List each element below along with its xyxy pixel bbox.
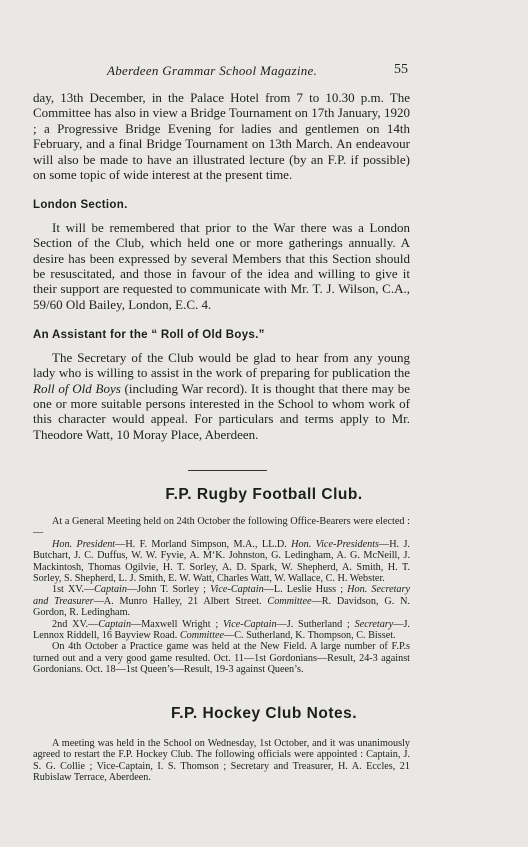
second-xv-secretary: —J. Lennox Riddell, 16 Bayview Road. [33, 618, 410, 642]
assistant-heading: An Assistant for the “ Roll of Old Boys.” [33, 329, 265, 342]
first-xv-committee-label: Committee [267, 595, 312, 607]
section-divider [188, 470, 267, 471]
running-header [0, 63, 528, 81]
first-xv-secretary: —A. Munro Halley, 21 Albert Street. [93, 595, 268, 607]
hockey-club-notes [33, 738, 410, 784]
club-notes-column [33, 90, 410, 442]
first-xv-label: 1st XV.— [52, 584, 95, 596]
first-xv-secretary-label: Hon. Secretary and Treasurer [33, 584, 411, 607]
hockey-meeting-paragraph: A meeting was held in the School on Wednesday, 1st October, and it was unanimously agreed to restart the F.P. Hockey Club. The following officials were appointed : Captain, J. S. G. Collie ; Vice-Captain, I. S. Thomson ; Secretary and Treasurer, H. A. Eccles, 21 Rubislaw Terrace, Aberdeen. [33, 738, 410, 784]
first-xv-vice: —L. Leslie Huss ; [263, 584, 348, 596]
second-xv-captain: —Maxwell Wright ; [131, 618, 223, 630]
first-xv-committee: —R. Davidson, G. N. Gordon, R. Ledingham. [33, 595, 411, 619]
second-xv-committee: —C. Sutherland, K. Thompson, C. Bisset. [224, 630, 396, 642]
rugby-club-heading: F.P. Rugby Football Club. [165, 486, 363, 503]
hockey-club-heading: F.P. Hockey Club Notes. [170, 705, 358, 722]
rugby-meeting-paragraph: At a General Meeting held on 24th October the following Office-Bearers were elected :— [33, 516, 410, 539]
first-xv-paragraph [33, 584, 410, 618]
assistant-text-b: (including War record). It is thought that there may be one or more suitable persons interested in the School to whom work of this character would appeal. For particulars and terms apply to Mr. Theodore Watt, 10 Moray Place, Aberdeen. [33, 380, 410, 442]
second-xv-captain-label: Captain [98, 618, 132, 630]
hon-president-value: —H. F. Morland Simpson, M.A., LL.D. [115, 538, 292, 550]
second-xv-vice-label: Vice-Captain [222, 618, 277, 630]
vice-presidents-label: Hon. Vice-Presidents [291, 538, 379, 550]
page-number: 55 [394, 62, 408, 77]
rugby-results-paragraph: On 4th October a Practice game was held at the New Field. A large number of F.P.s turned out and a very good game resulted. Oct. 11—1st Gordonians—Result, 24-3 against Gordonians. Oct. 18—1st Queen’s—Result, 19-3 against Queen’s. [33, 641, 410, 676]
second-xv-vice: —J. Sutherland ; [276, 618, 355, 630]
first-xv-captain: —John T. Sorley ; [126, 584, 211, 596]
hon-president-label: Hon. President [52, 538, 116, 550]
first-xv-vice-label: Vice-Captain [210, 584, 264, 596]
vice-presidents-value: —H. J. Butchart, J. C. Duffus, W. W. Fyvie, A. M‘K. Johnston, G. Ledingham, A. G. McNeill, J. Mackintosh, Thomas Ogilvie, H. T. Sorley, A. D. Spark, W. Shepherd, A. Smith, H. T. Sorley, S. Shepherd, L. J. Smith, E. W. Watt, Charles Watt, W. Wallace, C. H. Webster. [33, 538, 410, 585]
second-xv-label: 2nd XV.— [52, 618, 99, 630]
first-xv-captain-label: Captain [94, 584, 127, 596]
second-xv-committee-label: Committee [179, 630, 224, 642]
london-section-heading: London Section. [33, 199, 128, 212]
magazine-title: Aberdeen Grammar School Magazine. [107, 63, 318, 78]
second-xv-paragraph [33, 619, 410, 642]
london-section-paragraph: It will be remembered that prior to the War there was a London Section of the Club, which held one or more gatherings annually. A desire has been expressed by several Members that this Section should be resuscitated, and those in favour of the idea and willing to give it their support are requested to communicate with Mr. T. J. Wilson, C.A., 59/60 Old Bailey, London, E.C. 4. [33, 219, 410, 312]
rugby-club-notes [33, 516, 410, 676]
rugby-officials-paragraph [33, 539, 410, 585]
roll-of-old-boys-title: Roll of Old Boys [33, 380, 121, 396]
assistant-paragraph [33, 350, 410, 442]
intro-paragraph: day, 13th December, in the Palace Hotel from 7 to 10.30 p.m. The Committee has also in view a Bridge Tournament on 17th January, 1920 ; a Progressive Bridge Evening for ladies and gentlemen on 14th February, and a final Bridge Tournament on 13th March. An endeavour will also be made to have an illustrated lecture (by an F.P. if possible) on some topic of wide interest at the present time. [33, 90, 410, 183]
second-xv-secretary-label: Secretary [354, 618, 394, 630]
assistant-text-a: The Secretary of the Club would be glad to hear from any young lady who is willing to assist in the work of preparing for publication the [33, 349, 410, 381]
